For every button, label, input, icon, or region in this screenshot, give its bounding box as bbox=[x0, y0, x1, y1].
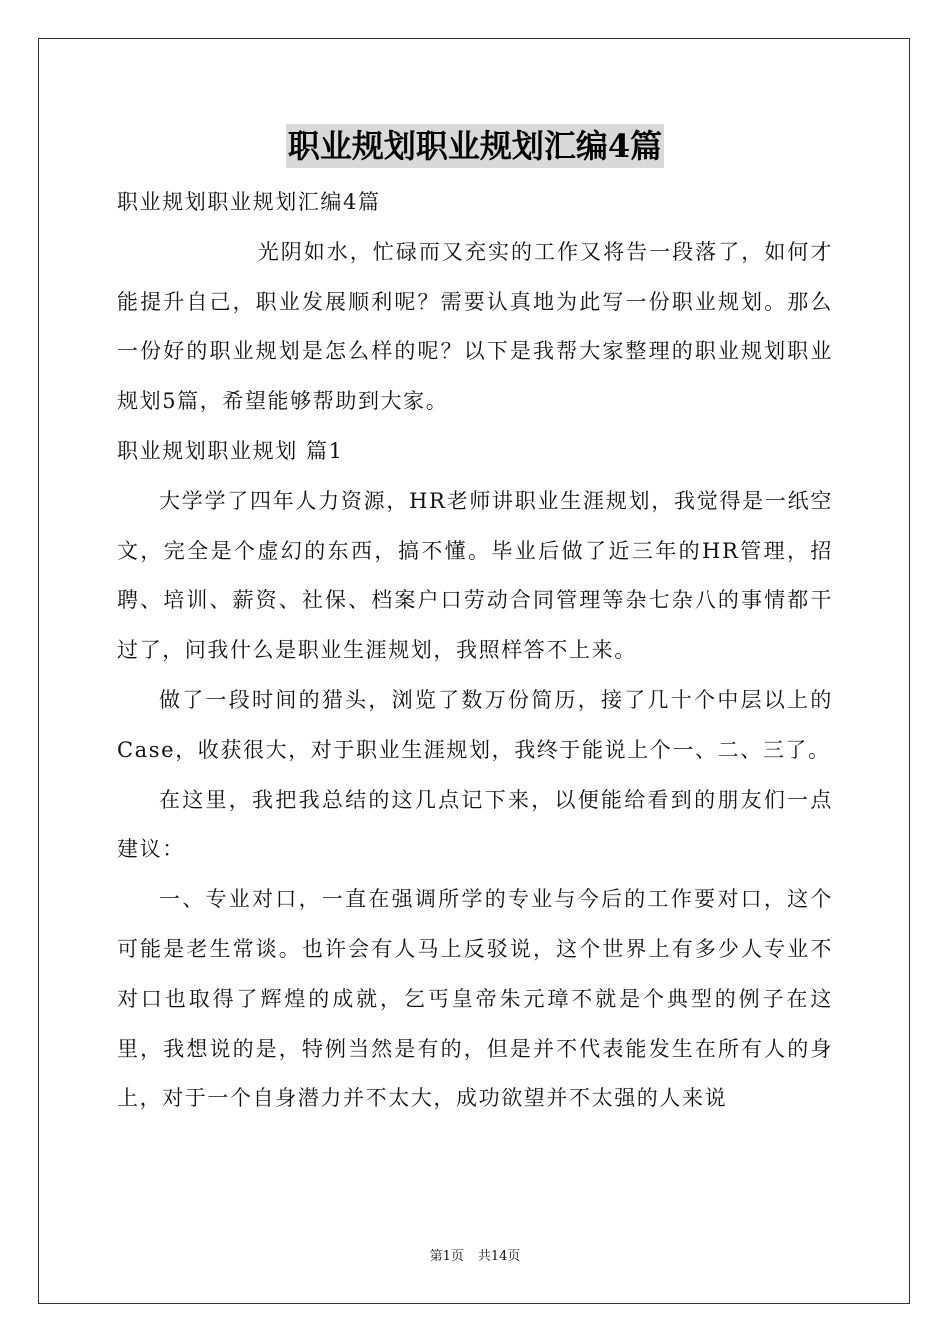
body-paragraph-2: 做了一段时间的猎头，浏览了数万份简历，接了几十个中层以上的Case，收获很大，对于职业生涯规划，我终于能说上个一、二、三了。 bbox=[117, 687, 833, 762]
section-heading: 职业规划职业规划 篇1 bbox=[117, 438, 344, 463]
body-paragraph-4: 一、专业对口，一直在强调所学的专业与今后的工作要对口，这个可能是老生常谈。也许会有人马上反驳说，这个世界上有多少人专业不对口也取得了辉煌的成就，乞丐皇帝朱元璋不就是个典型的例子在这里，我想说的是，特例当然是有的，但是并不代表能发生在所有人的身上，对于一个自身潜力并不太大，成功欲望并不太强的人来说 bbox=[117, 887, 833, 1111]
body-paragraph-3: 在这里，我把我总结的这几点记下来，以便能给看到的朋友们一点建议： bbox=[117, 787, 833, 862]
intro-paragraph: 光阴如水，忙碌而又充实的工作又将告一段落了，如何才能提升自己，职业发展顺利呢？需要认真地为此写一份职业规划。那么一份好的职业规划是怎么样的呢？以下是我帮大家整理的职业规划职业规划5篇，希望能够帮助到大家。 bbox=[117, 239, 833, 414]
title-container bbox=[0, 124, 950, 168]
document-body bbox=[117, 178, 833, 1124]
page-footer bbox=[0, 1245, 950, 1264]
document-title: 职业规划职业规划汇编4篇 bbox=[286, 124, 664, 168]
page-number: 第1页 bbox=[429, 1249, 464, 1264]
page-total: 共14页 bbox=[477, 1249, 521, 1264]
body-paragraph-1: 大学学了四年人力资源，HR老师讲职业生涯规划，我觉得是一纸空文，完全是个虚幻的东西，搞不懂。毕业后做了近三年的HR管理，招聘、培训、薪资、社保、档案户口劳动合同管理等杂七杂八的事情都干过了，问我什么是职业生涯规划，我照样答不上来。 bbox=[117, 488, 833, 663]
document-subtitle: 职业规划职业规划汇编4篇 bbox=[117, 190, 381, 214]
